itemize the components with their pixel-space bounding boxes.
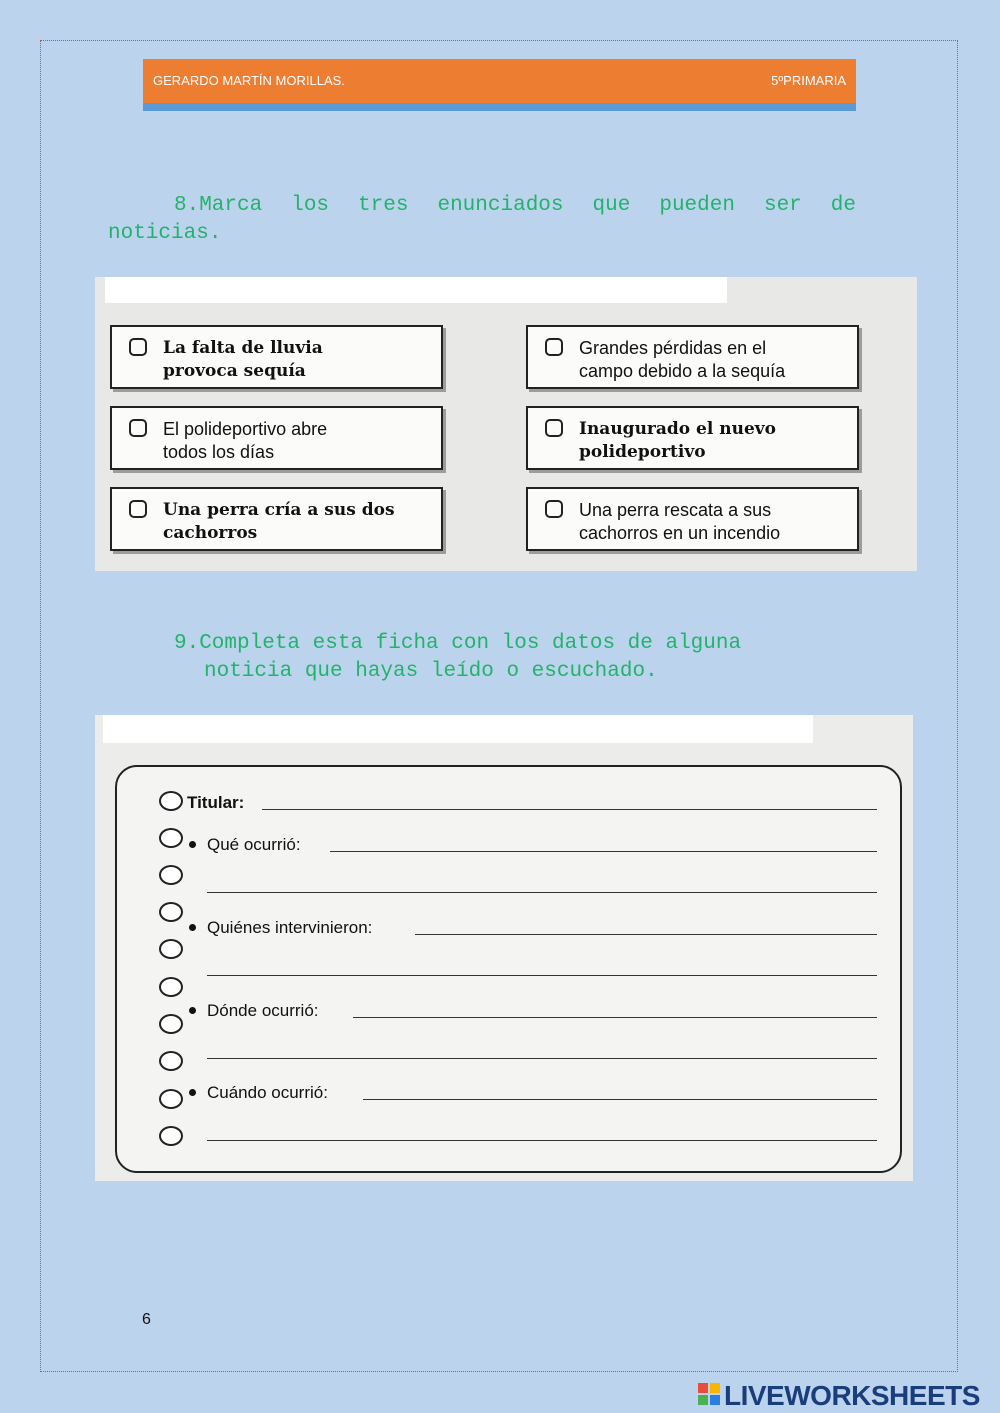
author-name: GERARDO MARTÍN MORILLAS. — [153, 73, 345, 88]
bullet-icon — [189, 1007, 196, 1014]
option-text-4: Inaugurado el nuevo polideportivo — [579, 419, 776, 462]
option-text-5: Una perra cría a sus dos cachorros — [163, 500, 395, 543]
ring-icon — [159, 977, 183, 997]
option-box-1[interactable] — [110, 325, 443, 389]
bullet-icon — [189, 924, 196, 931]
titular-label: Titular: — [187, 793, 245, 812]
question-9-title-line2: noticia que hayas leído o escuchado. — [204, 660, 658, 683]
ring-icon — [159, 791, 183, 811]
question-9-title-line1: 9.Completa esta ficha con los datos de alguna — [174, 632, 742, 655]
question-9-title — [174, 630, 856, 686]
logo-wordmark: LIVEWORKSHEETS — [724, 1380, 980, 1411]
ring-icon — [159, 1089, 183, 1109]
que-line[interactable] — [330, 851, 877, 852]
news-form-card — [115, 765, 902, 1173]
quienes-label: Quiénes intervinieron: — [207, 918, 373, 937]
ring-icon — [159, 865, 183, 885]
checkbox-icon[interactable] — [129, 419, 147, 437]
donde-line[interactable] — [353, 1017, 877, 1018]
bullet-icon — [189, 841, 196, 848]
header-underline — [143, 103, 856, 111]
titular-line[interactable] — [262, 809, 877, 810]
ring-icon — [159, 939, 183, 959]
option-box-5[interactable] — [110, 487, 443, 551]
ring-icon — [159, 1051, 183, 1071]
checkbox-icon[interactable] — [129, 338, 147, 356]
checkbox-icon[interactable] — [129, 500, 147, 518]
cuando-label: Cuándo ocurrió: — [207, 1083, 328, 1102]
donde-line-2[interactable] — [207, 1058, 877, 1059]
option-box-3[interactable] — [110, 406, 443, 470]
donde-label: Dónde ocurrió: — [207, 1001, 319, 1020]
bullet-icon — [189, 1089, 196, 1096]
option-text-3: El polideportivo abre todos los días — [163, 419, 328, 462]
question-8-title: 8.Marca los tres enunciados que pueden ser de noticias. — [108, 194, 856, 245]
checkbox-icon[interactable] — [545, 419, 563, 437]
ring-icon — [159, 1126, 183, 1146]
quienes-line[interactable] — [415, 934, 877, 935]
option-text-6: Una perra rescata a sus cachorros en un incendio — [579, 500, 781, 543]
ring-icon — [159, 828, 183, 848]
option-box-6[interactable] — [526, 487, 859, 551]
que-label: Qué ocurrió: — [207, 835, 301, 854]
checkbox-icon[interactable] — [545, 338, 563, 356]
que-line-2[interactable] — [207, 892, 877, 893]
option-box-2[interactable] — [526, 325, 859, 389]
option-text-2: Grandes pérdidas en el campo debido a la sequía — [579, 338, 786, 381]
question-9-scan — [95, 715, 913, 1181]
quienes-line-2[interactable] — [207, 975, 877, 976]
cuando-line-2[interactable] — [207, 1140, 877, 1141]
page-number: 6 — [142, 1311, 151, 1328]
scan-mask — [105, 277, 727, 303]
option-box-4[interactable] — [526, 406, 859, 470]
logo-mark-icon — [698, 1383, 720, 1405]
checkbox-icon[interactable] — [545, 500, 563, 518]
header-bar — [143, 59, 856, 103]
grade-label: 5ºPRIMARIA — [771, 73, 846, 88]
ring-icon — [159, 902, 183, 922]
scan-mask — [103, 715, 813, 743]
option-text-1: La falta de lluvia provoca sequía — [163, 338, 323, 381]
question-8-scan — [95, 277, 917, 571]
ring-icon — [159, 1014, 183, 1034]
cuando-line[interactable] — [363, 1099, 877, 1100]
